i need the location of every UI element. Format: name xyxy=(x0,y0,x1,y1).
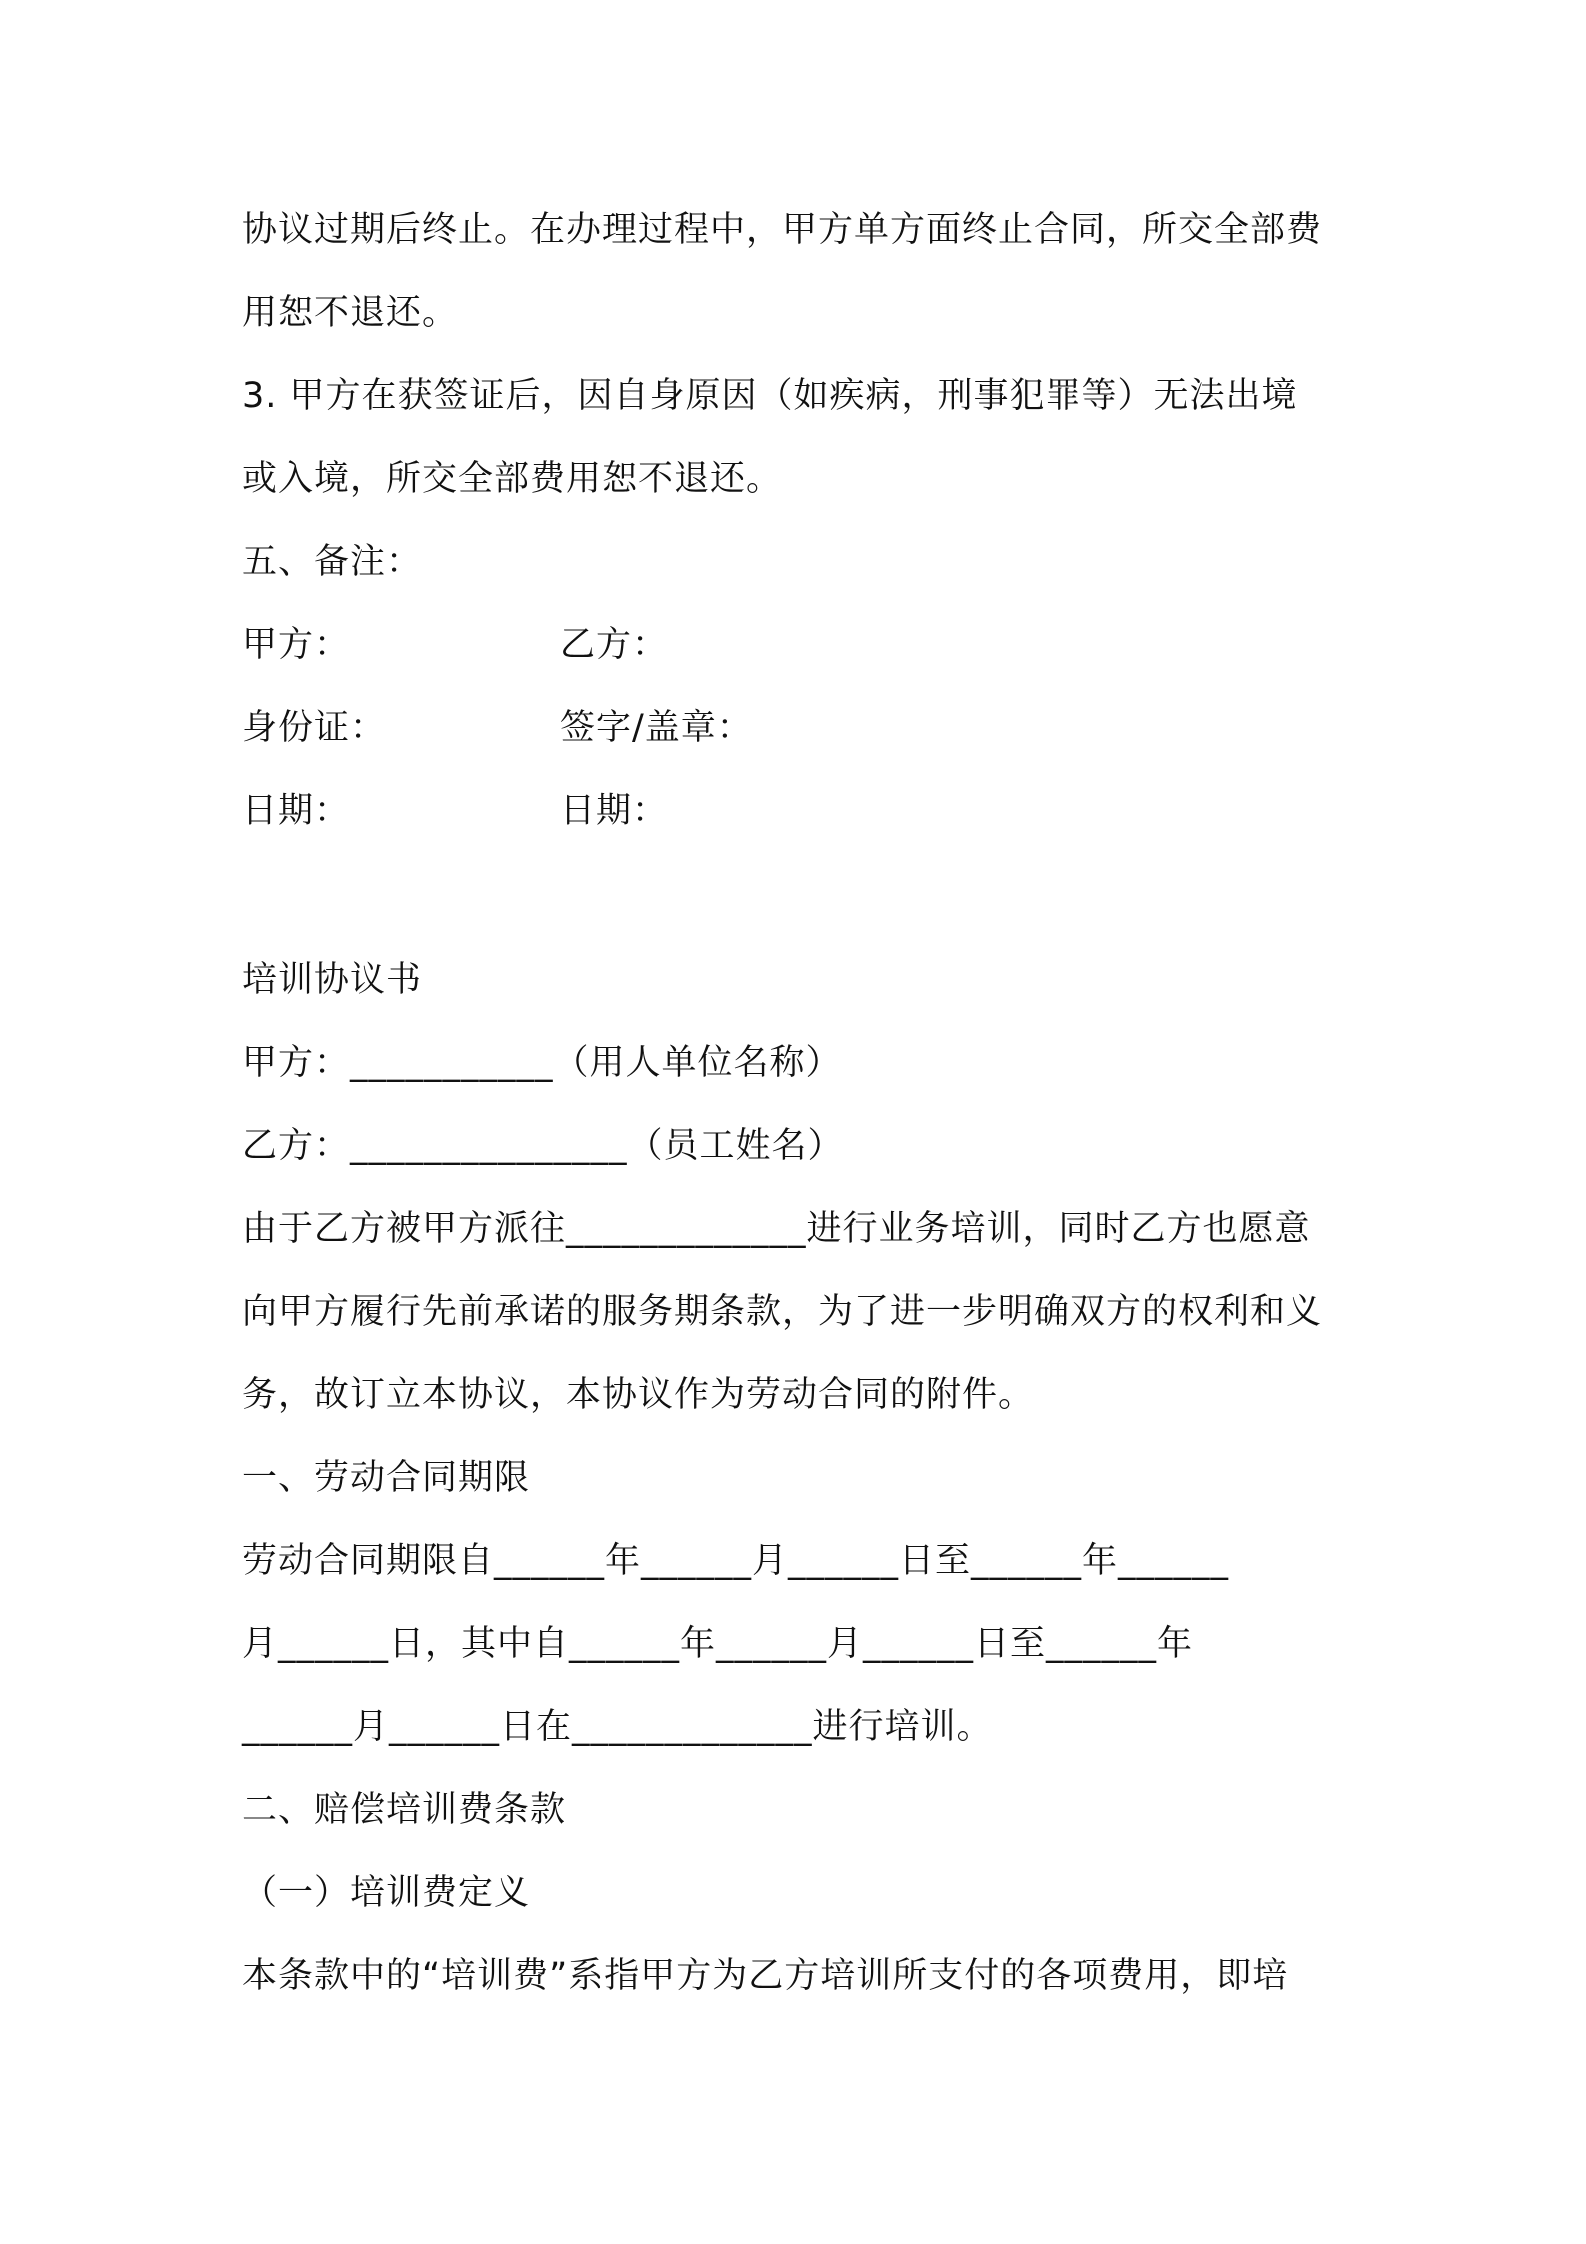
paragraph-line: 用恕不退还。 xyxy=(242,293,459,333)
party-a-line: 甲方：___________（用人单位名称） xyxy=(242,1043,842,1083)
paragraph-line: 协议过期后终止。在办理过程中，甲方单方面终止合同，所交全部费 xyxy=(242,210,1323,250)
paragraph-line: 劳动合同期限自______年______月______日至______年______ xyxy=(242,1541,1230,1581)
sign-seal-label: 签字/盖章： xyxy=(560,708,753,748)
party-a-label: 甲方： xyxy=(242,625,351,665)
section-heading: 二、赔偿培训费条款 xyxy=(242,1790,567,1830)
paragraph-line: 务，故订立本协议，本协议作为劳动合同的附件。 xyxy=(242,1375,1035,1415)
id-card-label: 身份证： xyxy=(242,708,387,748)
signature-row xyxy=(242,786,669,836)
section-heading: 一、劳动合同期限 xyxy=(242,1458,531,1498)
paragraph-line: 向甲方履行先前承诺的服务期条款，为了进一步明确双方的权利和义 xyxy=(242,1292,1323,1332)
paragraph-line: 由于乙方被甲方派往_____________进行业务培训，同时乙方也愿意 xyxy=(242,1209,1311,1249)
paragraph-line: ______月______日在_____________进行培训。 xyxy=(242,1707,993,1747)
document-title: 培训协议书 xyxy=(242,960,423,1000)
paragraph-line: 月______日，其中自______年______月______日至______年 xyxy=(242,1624,1194,1664)
party-b-line: 乙方：_______________（员工姓名） xyxy=(242,1126,844,1166)
paragraph-line: 或入境，所交全部费用恕不退还。 xyxy=(242,459,783,499)
paragraph-line: 本条款中的“培训费”系指甲方为乙方培训所支付的各项费用，即培 xyxy=(242,1956,1289,1996)
date-a-label: 日期： xyxy=(242,791,351,831)
signature-row xyxy=(242,620,669,670)
signature-row xyxy=(242,703,753,753)
date-b-label: 日期： xyxy=(560,791,669,831)
subsection-heading: （一）培训费定义 xyxy=(242,1873,531,1913)
party-b-label: 乙方： xyxy=(560,625,669,665)
paragraph-line: 3. 甲方在获签证后，因自身原因（如疾病，刑事犯罪等）无法出境 xyxy=(242,376,1298,416)
section-heading: 五、备注： xyxy=(242,542,423,582)
